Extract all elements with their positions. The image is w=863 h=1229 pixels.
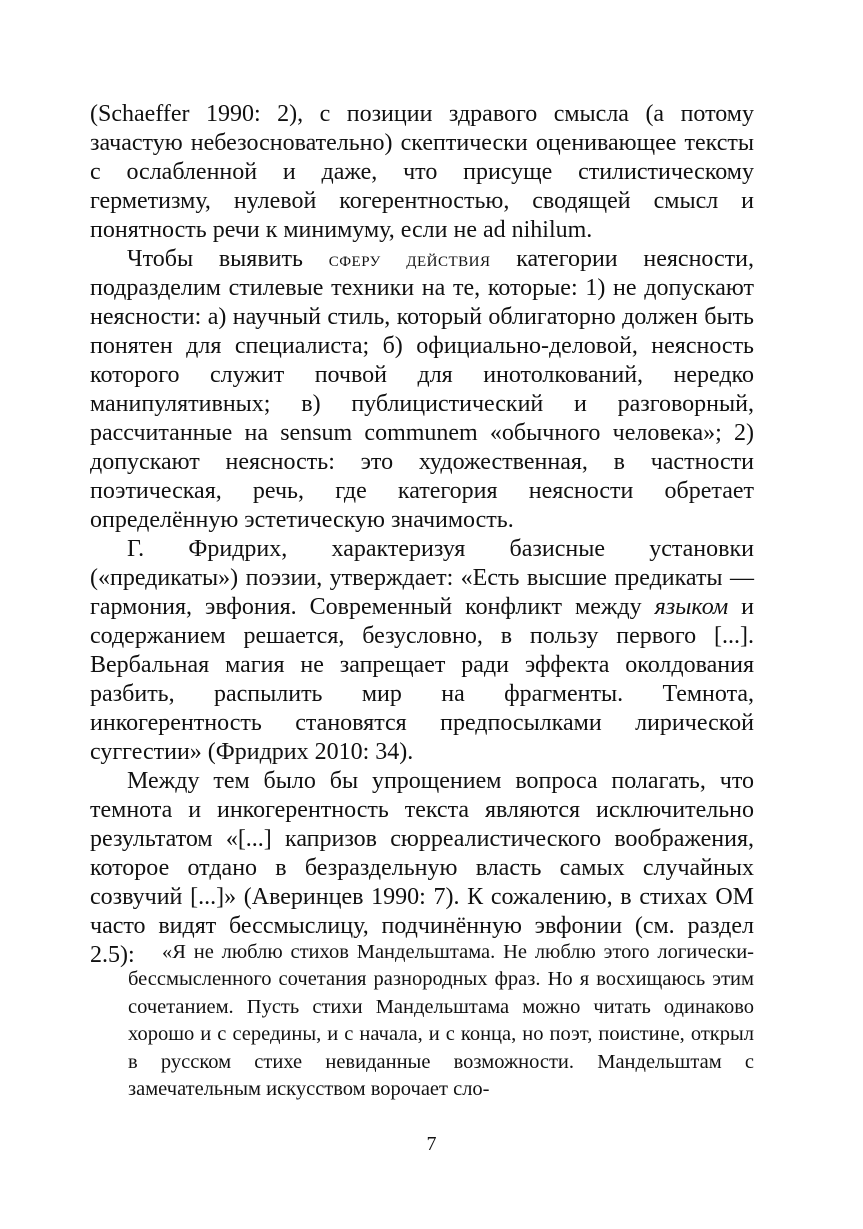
- page-number: 7: [426, 1133, 437, 1155]
- paragraph-3-end: и содержанием решается, безусловно, в пользу первого [...]. Вербальная магия не запрещает ради эффекта околдования разбить, распылить мир на фрагменты. Темнота, инкогерентность становятся предпосылками лирической суггестии» (Фридрих 2010: 34).: [90, 594, 754, 765]
- paragraph-1: (Schaeffer 1990: 2), с позиции здравого смысла (а потому зачастую небезосновательно) скептически оценивающее тексты с ослабленной и даже, что присуще стилистическому герметизму, нулевой когерентностью, сводящей смысл и понятность речи к минимуму, если не ad nihilum.: [90, 101, 754, 243]
- block-quote: «Я не люблю стихов Мандельштама. Не люблю этого логически-бессмысленного сочетания разнородных фраз. Но я восхищаюсь этим сочетанием. Пусть стихи Мандельштама можно читать одинаково хорошо и с середины, и с начала, и с конца, но поэт, поистине, открыл в русском стихе невиданные возможности. Мандельштам с замечательным искусством ворочает сло-: [128, 941, 754, 1101]
- paragraph-3-italic-term: языком: [654, 594, 729, 620]
- paragraph-4: Между тем было бы упрощением вопроса полагать, что темнота и инкогерентность текста являются исключительно результатом «[...] капризов сюрреалистического воображения, которое отдано в безраздельную власть самых случайных созвучий [...]» (Аверинцев 1990: 7). К сожалению, в стихах ОМ часто видят бессмыслицу, подчинённую эвфонии (см. раздел 2.5):: [90, 768, 754, 968]
- page-body: [90, 100, 754, 970]
- paragraph-3-start: Г. Фридрих, характеризуя базисные установки («предикаты») поэзии, утверждает: «Есть высшие предикаты — гармония, эвфония. Современный конфликт между: [90, 536, 754, 620]
- paragraph-2-end: категории неясности, подразделим стилевые техники на те, которые: 1) не допускают неясности: а) научный стиль, который облигаторно должен быть понятен для специалиста; б) официально-деловой, неясность которого служит почвой для инотолкований, нередко манипулятивных; в) публицистический и разговорный, рассчитанные на sensum communem «обычного человека»; 2) допускают неясность: это художественная, в частности поэтическая, речь, где категория неясности обретает определённую эстетическую значимость.: [90, 246, 754, 533]
- paragraph-3: [90, 535, 754, 767]
- paragraph-2-start: Чтобы выявить: [127, 246, 329, 272]
- paragraph-2: [90, 245, 754, 535]
- paragraph-2-smallcaps-term: сферу действия: [328, 247, 491, 271]
